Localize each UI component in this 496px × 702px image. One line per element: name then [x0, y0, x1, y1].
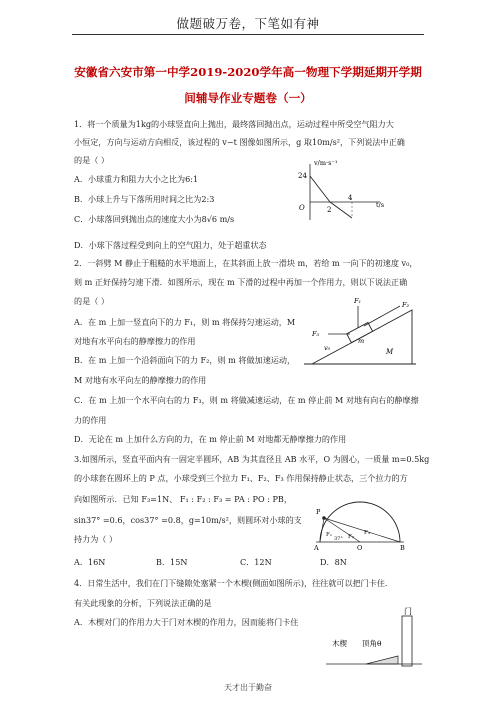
- q1-option-d: D．小球下落过程受到向上的空气阻力，处于超重状态: [74, 240, 267, 250]
- q3-option-c: C．12N: [240, 557, 272, 567]
- q1-vt-graph: [296, 158, 396, 228]
- q3-label-B: B: [400, 544, 405, 552]
- q1-graph-xlabel: t/s: [376, 201, 385, 209]
- q2-option-a-line2: 对地有水平向右的静摩擦力的作用: [74, 336, 196, 346]
- q1-stem-line2: 小恒定，方向与运动方向相反，该过程的 v−t 图像如图所示，g 取10m/s²，下列说法中正确: [74, 137, 405, 147]
- q3-semicircle-figure: [312, 496, 412, 552]
- q1-option-b: B．小球上升与下落所用时间之比为2:3: [74, 194, 215, 204]
- q4-label-angle: 顶角θ: [362, 639, 382, 648]
- header-divider: [72, 34, 424, 35]
- q2-stem-line3: 的是（ ）: [74, 296, 109, 306]
- q4-wedge: [366, 656, 398, 664]
- q2-F2-arrow: [364, 306, 400, 326]
- q4-door: [402, 616, 412, 666]
- page-header: 做题破万卷，下笔如有神: [176, 16, 320, 31]
- q2-option-c-line1: C．在 m 上加一个水平向右的力 F₃，则 m 将做减速运动，在 m 停止前 M 对地有向右的静摩擦: [74, 395, 419, 405]
- q3-label-F1: F₁: [326, 532, 333, 538]
- q3-label-F3: F₃: [364, 530, 371, 536]
- q1-option-a: A．小球重力和阻力大小之比为6:1: [74, 174, 199, 184]
- q1-graph-down-segment: [330, 202, 352, 218]
- q3-ball-P: [322, 516, 326, 520]
- q3-label-F2: F₂: [348, 534, 355, 540]
- q3-stem-line5: 持力为（ ）: [74, 534, 118, 544]
- q4-label-door: 门: [404, 607, 412, 616]
- q3-option-d: D．8N: [320, 557, 347, 567]
- q3-label-angle: 37°: [334, 536, 343, 542]
- q1-graph-tick-2: 2: [327, 206, 332, 214]
- q1-graph-origin: O: [299, 204, 305, 212]
- q1-graph-ylabel: v/m·s⁻¹: [314, 159, 338, 167]
- page-footer: 天才出于勤奋: [224, 683, 272, 692]
- q2-option-d: D．无论在 m 上加什么方向的力，在 m 停止前 M 对地都无静摩擦力的作用: [74, 434, 347, 444]
- q3-option-a: A．16N: [74, 557, 106, 567]
- q2-option-b-line1: B．在 m 上加一个沿斜面向下的力 F₂，则 m 将做加速运动，: [74, 355, 296, 365]
- q4-stem-line2: 有关此现象的分析，下列说法正确的是: [74, 598, 212, 608]
- q3-stem-line4: sin37° =0.6，cos37° =0.8，g=10m/s²，则圆环对小球的支: [74, 515, 302, 525]
- q2-label-M: M: [386, 348, 394, 356]
- q4-option-a: A．木楔对门的作用力大于门对木楔的作用力，因而能将门卡住: [74, 617, 299, 627]
- q4-wedge-figure: [326, 606, 422, 670]
- q2-option-a-line1: A．在 m 上加一竖直向下的力 F₁，则 m 将保持匀速运动，M: [74, 317, 296, 327]
- q3-PA-line: [320, 518, 324, 542]
- q3-stem-line1: 3.如图所示，竖直平面内有一固定半圆环，AB 为其直径且 AB 水平，O 为圆心，一质量 m=0.5kg: [74, 454, 430, 464]
- q3-option-b: B．15N: [156, 557, 188, 567]
- q2-label-F3: F₃: [312, 330, 320, 338]
- q1-stem-line1: 1．将一个质量为1kg的小球竖直向上抛出，最终落回抛出点，运动过程中所受空气阻力大: [74, 119, 394, 129]
- q2-label-F2: F₂: [402, 301, 410, 309]
- q2-stem-line1: 2．一斜劈 M 静止于粗糙的水平地面上，在其斜面上放一滑块 m，若给 m 一向下的初速度 v₀，: [74, 258, 418, 268]
- q2-option-b-line2: M 对地有水平向左的静摩擦力的作用: [74, 375, 207, 385]
- q3-stem-line2: 的小球套在圆环上的 P 点，小球受到三个拉力 F₁、F₂、F₃ 作用保持静止状态，三个拉力的方: [74, 473, 408, 483]
- q4-label-wedge: 木楔: [332, 639, 347, 648]
- q1-graph-up-segment: [310, 176, 330, 202]
- q1-graph-tick-4: 4: [348, 194, 353, 202]
- title-line-2: 间辅导作业专题卷（一）: [184, 91, 312, 105]
- q3-label-O: O: [357, 544, 363, 552]
- q2-incline-figure: [300, 292, 418, 372]
- q2-stem-line2: 则 m 正好保持匀速下滑．如图所示，现在 m 下滑的过程中再加一个作用力，则以下说法正确: [74, 277, 408, 287]
- q2-option-c-line2: 力的作用: [74, 415, 107, 425]
- q1-graph-tick-24: 24: [298, 172, 307, 180]
- q3-label-A: A: [314, 544, 319, 552]
- q2-label-v0: v₀: [324, 344, 331, 352]
- q2-label-F1: F₁: [354, 297, 362, 305]
- q1-option-c: C．小球落回到抛出点的速度大小为8√6 m/s: [74, 214, 235, 224]
- q3-label-P: P: [316, 508, 321, 516]
- q4-stem-line1: 4．日常生活中，我们在门下缝隙处塞紧一个木楔(侧面如图所示)，往往就可以把门卡住．: [74, 578, 394, 588]
- q3-stem-line3: 向如图所示．已知 F₃=1N、 F₁ : F₂ : F₃ = PA : PO : PB，: [74, 494, 292, 504]
- title-line-1: 安徽省六安市第一中学2019-2020学年高一物理下学期延期开学期: [74, 65, 422, 79]
- q1-stem-line3: 的是（ ）: [74, 155, 109, 165]
- q2-label-m: m: [358, 337, 365, 345]
